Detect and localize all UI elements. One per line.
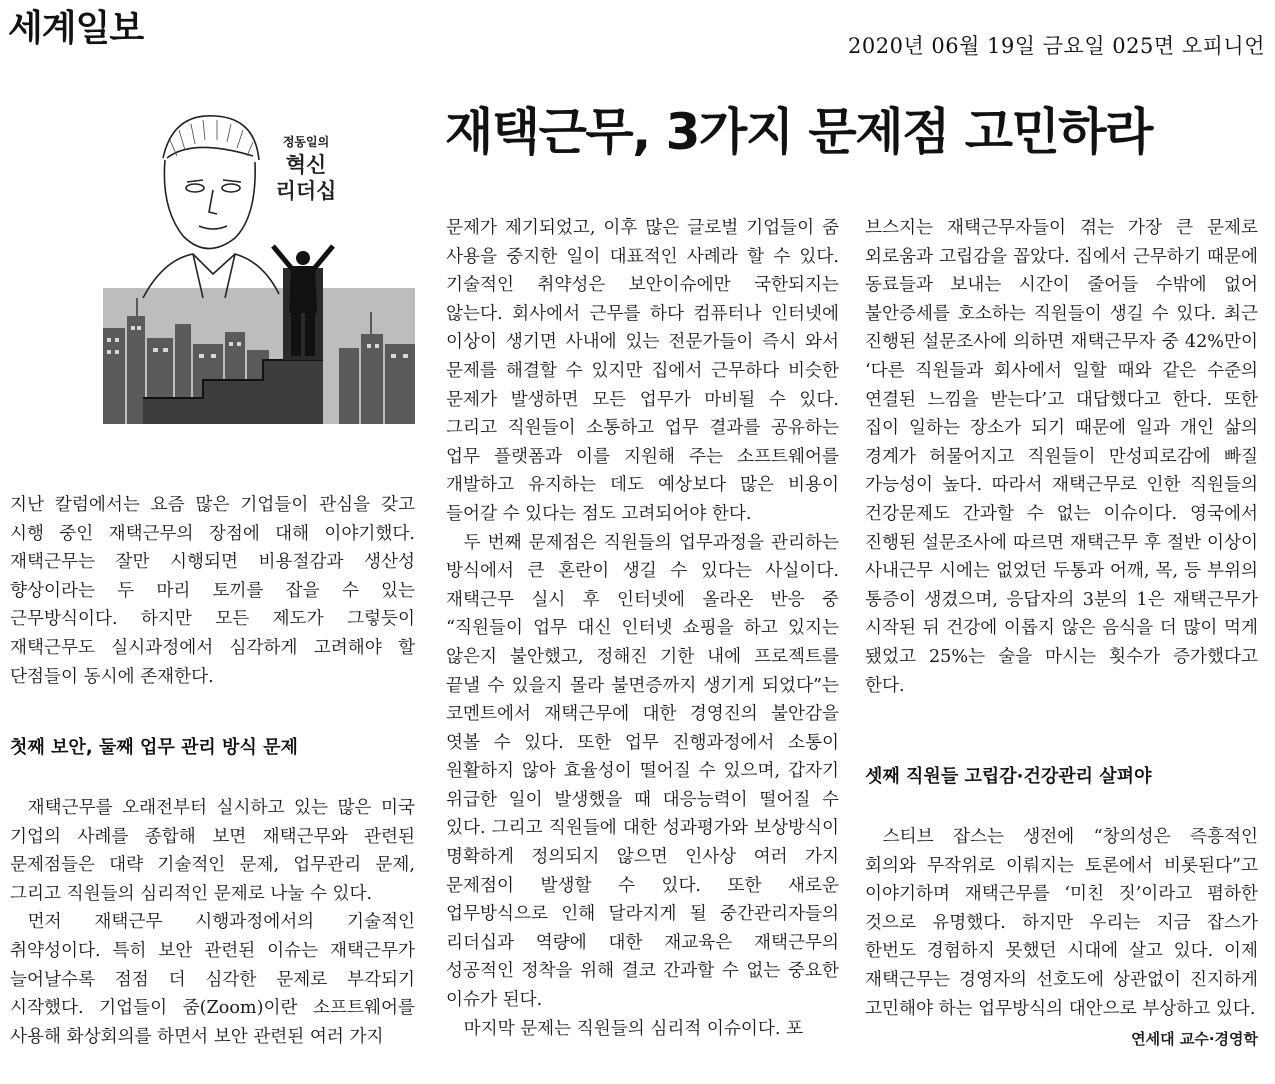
body-paragraph: 먼저 재택근무 시행과정에서의 기술적인 취약성이다. 특히 보안 관련된 이슈는 재택근무가 늘어날수록 점점 더 심각한 문제로 부각되기 시작했다. 기업들이 줌(Zoom)이란 소프트웨어를 사용해 화상회의를 하면서 보안 관련된 여러 가지	[10, 912, 415, 1047]
column-3-body	[865, 823, 1258, 1054]
column-illustration	[103, 98, 415, 424]
subheading-2: 셋째 직원들 고립감·건강관리 살펴야	[865, 766, 1152, 787]
subheading-1: 첫째 보안, 둘째 업무 관리 방식 문제	[10, 737, 298, 758]
body-paragraph: 브스지는 재택근무자들이 겪는 가장 큰 문제로 외로움과 고립감을 꼽았다. 집에서 근무하기 때문에 동료들과 보내는 시간이 줄어들 수밖에 없어 불안증세를 호소하는 직원들이 생길 수 있다. 최근 진행된 설문조사에 의하면 재택근무자 중 42%만이 ‘다른 직원들과 회사에서 일할 때와 같은 수준의 연결된 느낌을 받는다’고 대답했다고 한다. 또한 집이 일하는 장소가 되기 때문에 일과 개인 삶의 경계가 허물어지고 직원들이 만성피로감에 빠질 가능성이 높다. 따라서 재택근무로 인한 직원들의 건강문제도 간과할 수 없는 이슈이다. 영국에서 진행된 설문조사에 따르면 재택근무 후 절반 이상이 사내근무 시에는 없었던 두통과 어깨, 목, 등 부위의 통증이 생겼으며, 응답자의 3분의 1은 재택근무가 시작된 뒤 건강에 이롭지 않은 음식을 더 많이 먹게 됐었고 25%는 술을 마시는 횟수가 증가했다고 한다.	[865, 218, 1258, 696]
page-title: 재택근무, 3가지 문제점 고민하라	[445, 103, 1152, 161]
body-paragraph: 재택근무를 오래전부터 실시하고 있는 많은 미국 기업의 사례를 종합해 보면 재택근무와 관련된 문제점들은 대략 기술적인 문제, 업무관리 문제, 그리고 직원들의 심리적인 문제로 나눌 수 있다.	[10, 798, 415, 904]
column-1-body	[10, 794, 415, 1051]
closing-paragraph-text: 스티브 잡스는 생전에 “창의성은 즉흥적인 회의와 무작위로 이뤄지는 토론에서 비롯된다”고 이야기하며 재택근무를 ‘미친 짓’이라고 폄하한 것으로 유명했다. 하지만 우리는 지금 잡스가 한번도 경험하지 못했던 시대에 살고 있다. 이제 재택근무는 경영자의 선호도에 상관없이 진지하게 고민해야 하는 업무방식의 대안으로 부상하고 있다.	[865, 827, 1258, 1019]
column-2	[446, 214, 839, 1043]
body-paragraph: 문제가 제기되었고, 이후 많은 글로벌 기업들이 줌 사용을 중지한 일이 대표적인 사례라 할 수 있다. 기술적인 취약성은 보안이슈에만 국한되지는 않는다. 회사에서 근무를 하다 컴퓨터나 인터넷에 이상이 생기면 사내에 있는 전문가들이 즉시 와서 문제를 해결할 수 있지만 집에서 근무하다 비슷한 문제가 발생하면 모든 업무가 마비될 수 있다. 그리고 직원들이 소통하고 업무 결과를 공유하는 업무 플랫폼과 이를 지원해 주는 소프트웨어를 개발하고 유지하는 데도 예상보다 많은 비용이 들어갈 수 있다는 점도 고려되어야 한다.	[446, 218, 839, 524]
column-1	[10, 491, 415, 691]
newspaper-masthead: 세계일보	[8, 8, 144, 49]
intro-paragraph: 지난 칼럼에서는 요즘 많은 기업들이 관심을 갖고 시행 중인 재택근무의 장점에 대해 이야기했다. 재택근무는 잘만 시행되면 비용절감과 생산성 향상이라는 두 마리 토끼를 잡을 수 있는 근무방식이다. 하지만 모든 제도가 그렇듯이 재택근무도 실시과정에서 심각하게 고려해야 할 단점들이 동시에 존재한다.	[10, 495, 415, 687]
body-paragraph: 마지막 문제는 직원들의 심리적 이슈이다. 포	[463, 1018, 804, 1039]
byline: 연세대 교수·경영학	[1131, 1030, 1258, 1049]
series-label: 정동일의	[282, 135, 330, 149]
body-paragraph	[865, 823, 1258, 1049]
dateline: 2020년 06월 19일 금요일 025면 오피니언	[848, 34, 1265, 58]
illustration-drawing	[103, 98, 415, 424]
series-title-line2: 리더십	[275, 179, 337, 203]
body-paragraph: 두 번째 문제점은 직원들의 업무과정을 관리하는 방식에서 큰 혼란이 생길 수 있다는 사실이다. 재택근무 실시 후 인터넷에 올라온 반응 중 “직원들이 업무 대신 인터넷 쇼핑을 하고 있지는 않은지 불안했고, 정해진 기한 내에 프로젝트를 끝낼 수 있을지 몰라 불면증까지 생기게 되었다”는 코멘트에서 재택근무에 대한 경영진의 불안감을 엿볼 수 있다. 또한 업무 진행과정에서 소통이 원활하지 않아 효율성이 떨어질 수 있으며, 갑자기 위급한 일이 발생했을 때 대응능력이 떨어질 수 있다. 그리고 직원들에 대한 성과평가와 보상방식이 명확하게 정의되지 않으면 인사상 여러 가지 문제점이 발생할 수 있다. 또한 새로운 업무방식으로 인해 달라지게 될 중간관리자들의 리더십과 역량에 대한 재교육은 재택근무의 성공적인 정착을 위해 결코 간과할 수 없는 중요한 이슈가 된다.	[446, 532, 839, 1011]
column-3	[865, 214, 1258, 700]
series-title-line1: 혁신	[285, 153, 327, 177]
